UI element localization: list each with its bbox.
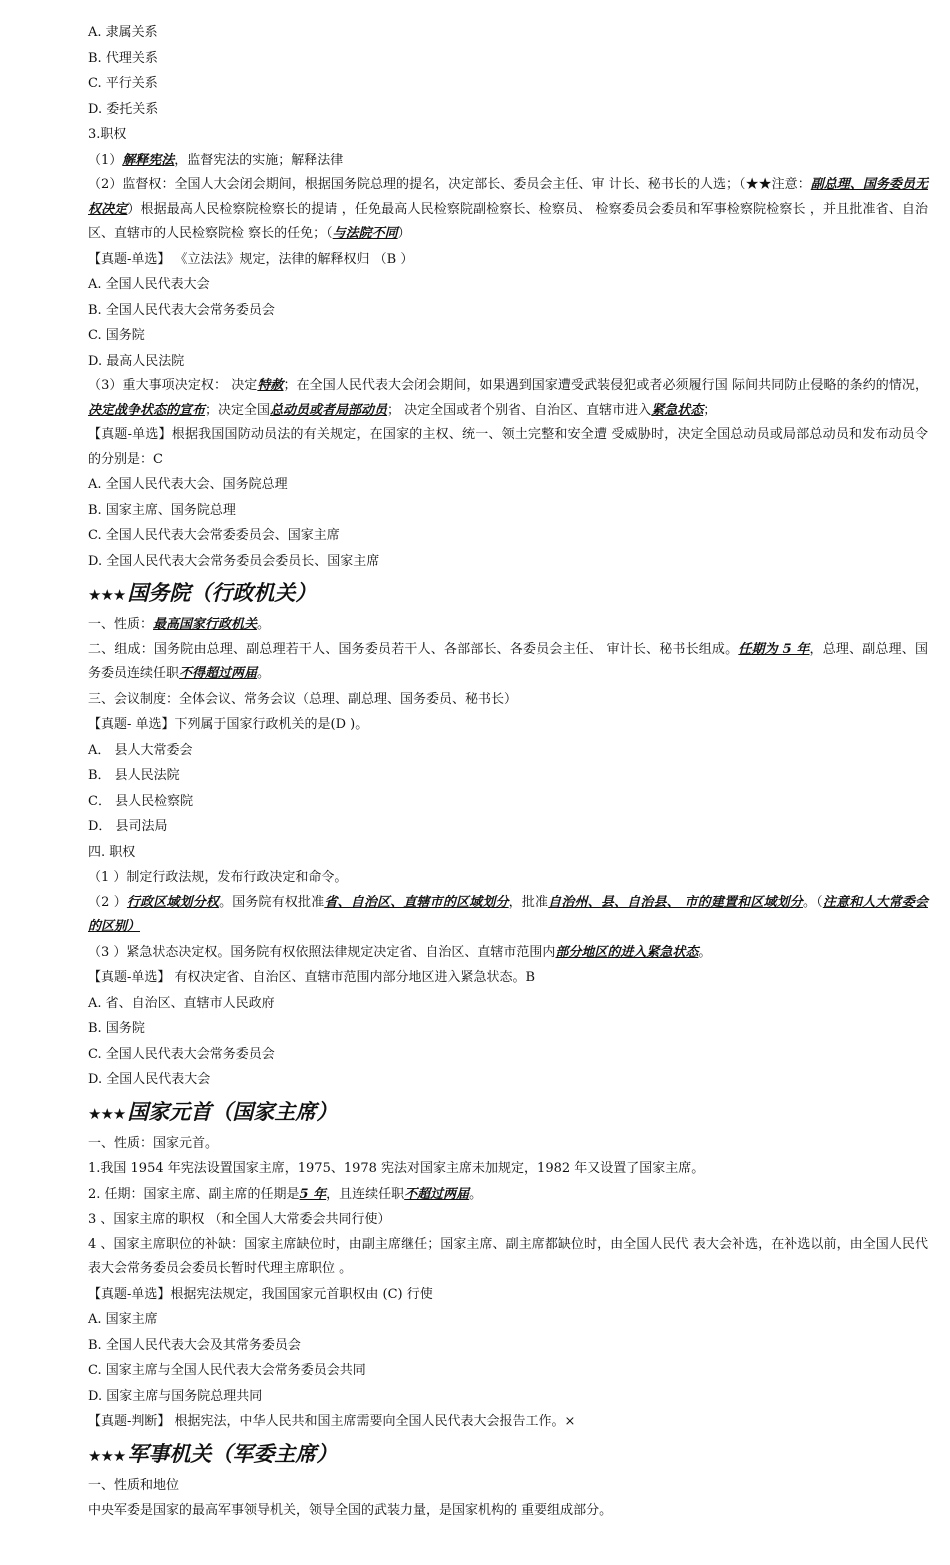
question: 【真题-单选】 有权决定省、自治区、直辖市范围内部分地区进入紧急状态。B bbox=[88, 970, 536, 985]
text: （3 ）紧急状态决定权。国务院有权依照法律规定决定省、自治区、直辖市范围内 bbox=[88, 944, 556, 960]
option-d: D. 全国人民代表大会 bbox=[88, 1072, 211, 1087]
option-b: B. 国务院 bbox=[88, 1021, 145, 1036]
option-b: B. 全国人民代表大会常务委员会 bbox=[88, 302, 275, 318]
question: 【真题-单选】根据宪法规定，我国国家元首职权由 (C) 行使 bbox=[88, 1286, 433, 1302]
heading-text: 军事机关（军委主席） bbox=[127, 1441, 338, 1466]
nature-heading: 一、性质和地位 bbox=[88, 1477, 180, 1493]
nature bbox=[88, 612, 928, 638]
emphasis: 决定战争状态的宣布 bbox=[88, 402, 206, 418]
option-c: C. 全国人民代表大会常委委员会、国家主席 bbox=[88, 528, 340, 543]
power-1: （1 ）制定行政法规，发布行政决定和命令。 bbox=[88, 870, 348, 885]
emphasis: 与法院不同 bbox=[332, 226, 398, 241]
option-d: D． 县司法局 bbox=[88, 819, 168, 834]
text: ；决定全国 bbox=[205, 402, 271, 418]
power-3 bbox=[88, 940, 928, 966]
text: ，监督宪法的实施；解释法律 bbox=[174, 152, 344, 168]
composition bbox=[88, 638, 928, 687]
text: 2. 任期：国家主席、副主席的任期是 bbox=[88, 1186, 300, 1202]
emphasis: 行政区域划分权 bbox=[126, 894, 220, 910]
text: ）根据最高人民检察院检察长的提请 ，任免最高人民检察院副检察长、检察员、 检察委员会委员和军事检察院检察长 ，并且批准省、自治区、直辖市的人民检察院检 察长的任免；（ bbox=[88, 201, 928, 241]
emphasis: 省、自治区、直辖市的区域划分 bbox=[324, 894, 509, 910]
text: ，总理、副总理、国务委员连续任职 bbox=[88, 641, 928, 681]
history: 1.我国 1954 年宪法设置国家主席，1975、1978 宪法对国家主席未加规定，1982 年又设置了国家主席。 bbox=[88, 1161, 705, 1176]
power-supervision bbox=[88, 173, 928, 247]
question-judgement: 【真题-判断】 根据宪法，中华人民共和国主席需要向全国人民代表大会报告工作。× bbox=[88, 1414, 576, 1429]
section-heading-military bbox=[88, 1437, 928, 1473]
star-icon: ★★★ bbox=[88, 1446, 126, 1465]
emphasis: 紧急状态 bbox=[651, 402, 704, 418]
emphasis: 部分地区的进入紧急状态 bbox=[555, 944, 699, 960]
option-d: D. 全国人民代表大会常务委员会委员长、国家主席 bbox=[88, 553, 380, 569]
text: 。 bbox=[257, 617, 271, 632]
emphasis: 不得超过两届 bbox=[179, 666, 258, 681]
text: 一、性质： bbox=[88, 617, 154, 632]
text: ，批准 bbox=[508, 894, 549, 910]
powers: 3 、国家主席的职权 （和全国人大常委会共同行使） bbox=[88, 1212, 391, 1227]
emphasis: 注意和人大常委会的区别） bbox=[88, 894, 928, 934]
text: 。 bbox=[257, 666, 271, 681]
text: （1） bbox=[88, 152, 123, 168]
emphasis: 总动员或者局部动员 bbox=[270, 402, 388, 418]
nature: 一、性质：国家元首。 bbox=[88, 1135, 219, 1151]
option-a: A. 全国人民代表大会 bbox=[88, 277, 210, 292]
text: ； 决定全国或者个别省、自治区、直辖市进入 bbox=[387, 402, 652, 418]
description: 中央军委是国家的最高军事领导机关，领导全国的武装力量，是国家机构的 重要组成部分。 bbox=[88, 1503, 613, 1518]
text: （2）监督权：全国人大会闭会期间，根据国务院总理的提名，决定部长、委员会主任、审 计长、秘书长的人选；（★★注意： bbox=[88, 177, 811, 192]
powers-heading: 3.职权 bbox=[88, 127, 127, 142]
emphasis: 最高国家行政机关 bbox=[153, 617, 258, 632]
option-d: D. 国家主席与国务院总理共同 bbox=[88, 1388, 263, 1404]
section-heading-state-council bbox=[88, 576, 928, 612]
option-c: C. 国家主席与全国人民代表大会常务委员会共同 bbox=[88, 1363, 366, 1378]
powers-heading: 四. 职权 bbox=[88, 844, 136, 860]
text: 。 bbox=[698, 944, 712, 960]
option-b: B． 县人民法院 bbox=[88, 768, 180, 783]
option-a: A. 全国人民代表大会、国务院总理 bbox=[88, 477, 288, 492]
option-b: B. 全国人民代表大会及其常务委员会 bbox=[88, 1337, 301, 1353]
section-heading-head-of-state bbox=[88, 1095, 928, 1131]
heading-text: 国务院（行政机关） bbox=[127, 581, 317, 605]
option-c: C. 平行关系 bbox=[88, 76, 158, 91]
option-d: D. 最高人民法院 bbox=[88, 353, 185, 369]
question: 【真题-单选】 《立法法》规定，法律的解释权归 （B ） bbox=[88, 251, 414, 267]
term bbox=[88, 1182, 928, 1208]
heading-text: 国家元首（国家主席） bbox=[127, 1099, 338, 1124]
emphasis: 不超过两届 bbox=[404, 1186, 470, 1202]
option-c: C． 县人民检察院 bbox=[88, 793, 194, 809]
star-icon: ★★★ bbox=[88, 1104, 126, 1123]
vacancy: 4 、国家主席职位的补缺：国家主席缺位时，由副主席继任；国家主席、副主席都缺位时，由全国人民代 表大会补选，在补选以前，由全国人民代表大会常务委员会委员长暂时代理主席职位 。 bbox=[88, 1236, 928, 1276]
text: ，且连续任职 bbox=[326, 1186, 405, 1202]
emphasis: 任期为 5 年 bbox=[738, 641, 810, 657]
emphasis: 自治州、县、自治县、 市的建置和区域划分 bbox=[548, 894, 803, 910]
text: 二、组成：国务院由总理、副总理若干人、国务委员若干人、各部部长、各委员会主任、 审计长、秘书长组成。 bbox=[88, 641, 739, 657]
option-a: A. 隶属关系 bbox=[88, 25, 158, 40]
text: 。国务院有权批准 bbox=[219, 894, 325, 910]
text: （3）重大事项决定权： 决定 bbox=[88, 378, 258, 393]
text: 。 bbox=[469, 1186, 483, 1202]
text: （2 ） bbox=[88, 894, 127, 910]
emphasis: 特赦 bbox=[257, 378, 284, 393]
option-b: B. 代理关系 bbox=[88, 50, 158, 66]
option-a: A. 省、自治区、直辖市人民政府 bbox=[88, 995, 275, 1011]
power-2 bbox=[88, 891, 928, 940]
star-icon: ★★★ bbox=[88, 586, 126, 604]
option-a: A． 县人大常委会 bbox=[88, 742, 193, 758]
text: ） bbox=[397, 226, 411, 241]
power-interpret bbox=[88, 148, 928, 174]
option-d: D. 委托关系 bbox=[88, 101, 159, 117]
option-a: A. 国家主席 bbox=[88, 1312, 158, 1327]
emphasis: 5 年 bbox=[299, 1186, 327, 1202]
question: 【真题- 单选】下列属于国家行政机关的是(D )。 bbox=[88, 717, 369, 732]
question: 【真题-单选】根据我国国防动员法的有关规定，在国家的主权、统一、领土完整和安全遭 受威胁时，决定全国总动员或局部总动员和发布动员令的分别是：C bbox=[88, 427, 928, 467]
emphasis: 解释宪法 bbox=[122, 152, 175, 168]
meeting-system: 三、会议制度：全体会议、常务会议（总理、副总理、国务委员、秘书长） bbox=[88, 691, 518, 707]
emphasis: 副总理、国务委员无权决定 bbox=[88, 177, 928, 217]
option-c: C. 全国人民代表大会常务委员会 bbox=[88, 1046, 275, 1062]
option-c: C. 国务院 bbox=[88, 328, 145, 343]
text: ； bbox=[703, 402, 717, 418]
text: ；在全国人民代表大会闭会期间，如果遇到国家遭受武装侵犯或者必须履行国 际间共同防止侵略的条约的情况， bbox=[283, 378, 928, 393]
power-decision bbox=[88, 374, 928, 423]
text: 。（ bbox=[802, 894, 823, 910]
option-b: B. 国家主席、国务院总理 bbox=[88, 502, 236, 518]
